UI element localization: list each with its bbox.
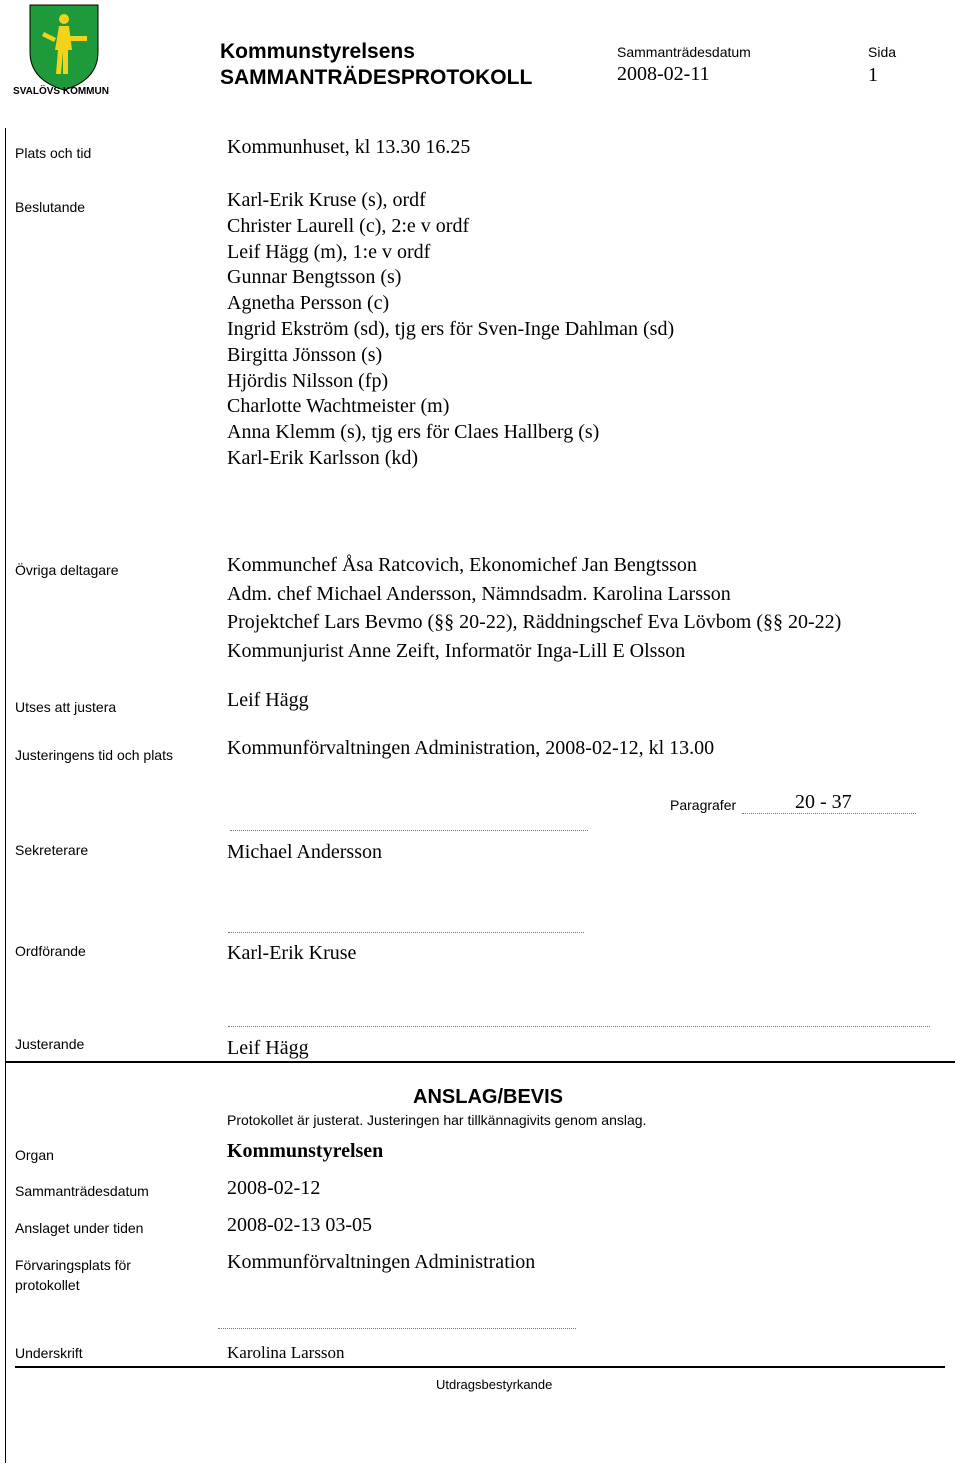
decision-maker-item: Anna Klemm (s), tjg ers för Claes Hallberg (s) bbox=[227, 421, 600, 444]
decision-maker-item: Hjördis Nilsson (fp) bbox=[227, 369, 389, 392]
left-border bbox=[5, 128, 6, 1463]
place-time-label: Plats och tid bbox=[15, 145, 92, 161]
notice-meeting-date-label: Sammanträdesdatum bbox=[15, 1183, 149, 1199]
other-participants-list bbox=[227, 551, 841, 665]
section-divider bbox=[5, 1061, 955, 1063]
decision-makers-label: Beslutande bbox=[15, 199, 86, 215]
paragraphs-line bbox=[742, 813, 916, 814]
chair-name: Karl-Erik Kruse bbox=[227, 942, 357, 964]
decision-maker-item: Agnetha Persson (c) bbox=[227, 292, 390, 315]
signature-label: Underskrift bbox=[15, 1345, 83, 1361]
decision-maker-item: Gunnar Bengtsson (s) bbox=[227, 266, 402, 289]
storage-value: Kommunförvaltningen Administration bbox=[227, 1251, 536, 1273]
paragraphs-label: Paragrafer bbox=[670, 797, 737, 813]
adjust-time-place-value: Kommunförvaltningen Administration, 2008-02-12, kl 13.00 bbox=[227, 737, 715, 759]
participant-line: Projektchef Lars Bevmo (§§ 20-22), Räddningschef Eva Lövbom (§§ 20-22) bbox=[227, 611, 842, 633]
decision-maker-item: Charlotte Wachtmeister (m) bbox=[227, 395, 450, 418]
posted-value: 2008-02-13 03-05 bbox=[227, 1214, 372, 1236]
decision-makers-list bbox=[227, 188, 674, 472]
participant-line: Kommunchef Åsa Ratcovich, Ekonomichef Jan Bengtsson bbox=[227, 554, 697, 576]
paragraphs-value: 20 - 37 bbox=[795, 791, 852, 813]
decision-maker-item: Christer Laurell (c), 2:e v ordf bbox=[227, 214, 470, 237]
chair-label: Ordförande bbox=[15, 943, 86, 959]
adjuster-signature-line bbox=[228, 1026, 930, 1027]
decision-maker-item: Karl-Erik Kruse (s), ordf bbox=[227, 189, 426, 211]
decision-maker-item: Leif Hägg (m), 1:e v ordf bbox=[227, 240, 431, 263]
participant-line: Kommunjurist Anne Zeift, Informatör Inga-Lill E Olsson bbox=[227, 639, 686, 662]
organ-label: Organ bbox=[15, 1147, 54, 1163]
notice-heading: ANSLAG/BEVIS bbox=[413, 1086, 564, 1108]
storage-label-line2: protokollet bbox=[15, 1277, 80, 1293]
document-title-line1: Kommunstyrelsens bbox=[220, 40, 415, 63]
page-number: 1 bbox=[868, 64, 878, 86]
logo-text: SVALÖVS KOMMUN bbox=[13, 86, 109, 97]
adjust-time-place-label: Justeringens tid och plats bbox=[15, 747, 173, 763]
extract-label: Utdragsbestyrkande bbox=[436, 1377, 553, 1392]
other-participants-label: Övriga deltagare bbox=[15, 562, 119, 578]
notice-meeting-date-value: 2008-02-12 bbox=[227, 1177, 321, 1199]
meeting-date-label: Sammanträdesdatum bbox=[617, 44, 751, 60]
decision-maker-item: Karl-Erik Karlsson (kd) bbox=[227, 446, 419, 469]
secretary-signature-line bbox=[230, 830, 588, 831]
signature-name: Karolina Larsson bbox=[227, 1343, 345, 1362]
chair-signature-line bbox=[228, 932, 584, 933]
organ-value: Kommunstyrelsen bbox=[227, 1140, 384, 1162]
secretary-label: Sekreterare bbox=[15, 842, 89, 858]
storage-label-line1: Förvaringsplats för bbox=[15, 1257, 131, 1273]
notice-statement: Protokollet är justerat. Justeringen har tillkännagivits genom anslag. bbox=[227, 1112, 647, 1128]
page-label: Sida bbox=[868, 44, 897, 60]
adjuster-sign-name: Leif Hägg bbox=[227, 1037, 309, 1059]
bottom-divider bbox=[15, 1366, 945, 1368]
adjuster-value: Leif Hägg bbox=[227, 689, 309, 711]
meeting-date-value: 2008-02-11 bbox=[617, 63, 710, 85]
adjuster-label: Utses att justera bbox=[15, 699, 117, 715]
decision-maker-item: Birgitta Jönsson (s) bbox=[227, 343, 383, 366]
municipality-logo bbox=[6, 2, 116, 100]
underskrift-signature-line bbox=[218, 1328, 576, 1329]
place-time-value: Kommunhuset, kl 13.30 16.25 bbox=[227, 136, 471, 158]
participant-line: Adm. chef Michael Andersson, Nämndsadm. Karolina Larsson bbox=[227, 582, 731, 605]
adjuster-sign-label: Justerande bbox=[15, 1036, 85, 1052]
secretary-name: Michael Andersson bbox=[227, 841, 382, 863]
posted-label: Anslaget under tiden bbox=[15, 1220, 144, 1236]
document-title-line2: SAMMANTRÄDESPROTOKOLL bbox=[220, 66, 533, 89]
decision-maker-item: Ingrid Ekström (sd), tjg ers för Sven-Inge Dahlman (sd) bbox=[227, 317, 675, 340]
